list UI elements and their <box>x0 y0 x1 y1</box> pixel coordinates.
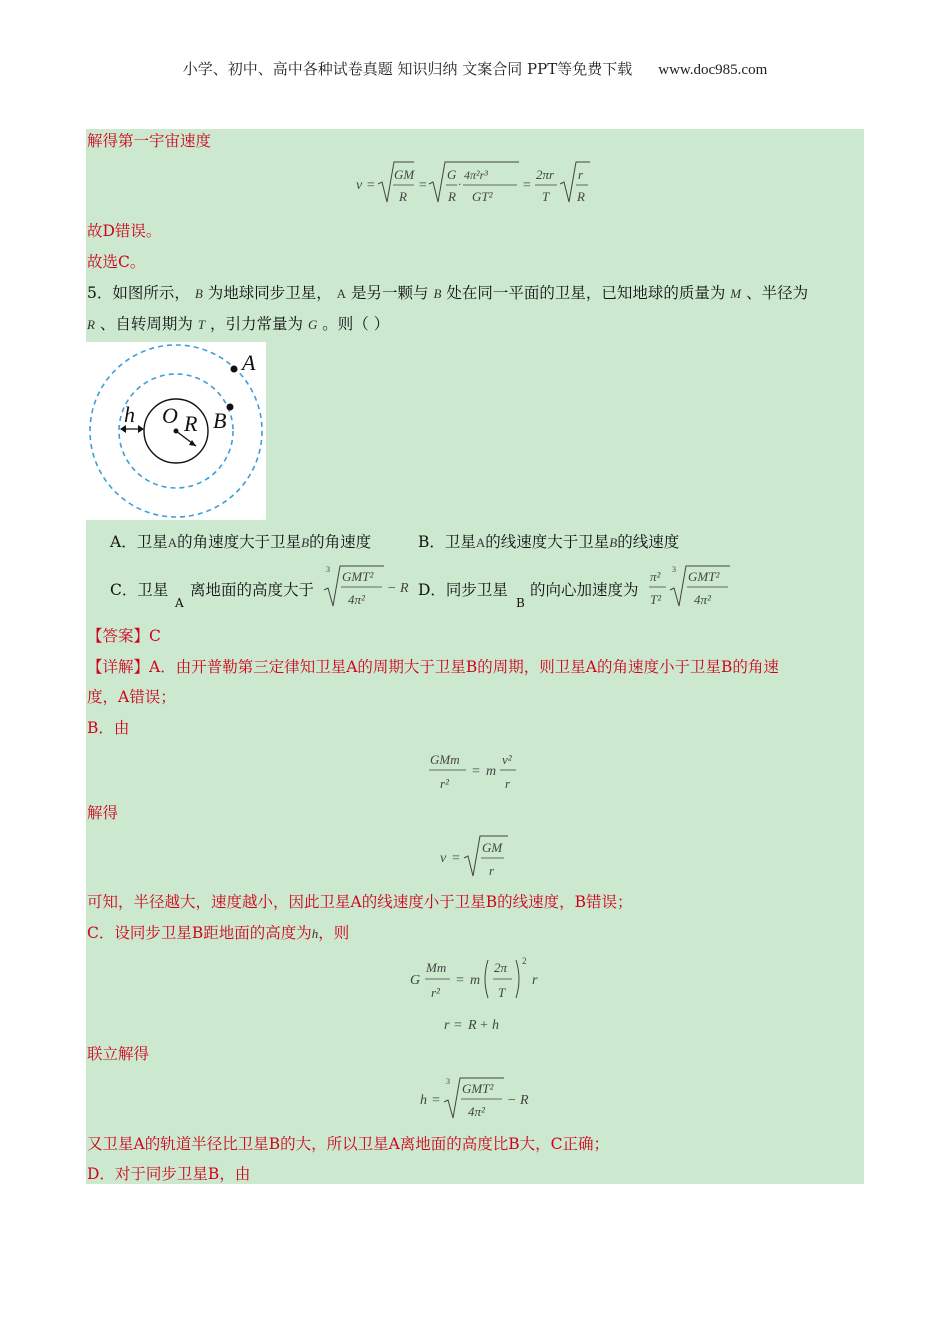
svg-text:=: = <box>452 851 460 866</box>
formula-f5-svg <box>442 1012 512 1036</box>
opt-A-text-3: 的角速度 <box>309 533 372 551</box>
svg-text:GMT²: GMT² <box>688 569 720 584</box>
svg-text:R: R <box>520 1093 529 1108</box>
detail-label: 【详解】 <box>87 658 150 676</box>
h-arrowhead-right <box>138 425 144 433</box>
svg-text:=: = <box>522 178 532 193</box>
detail-A-line-1 <box>87 656 779 678</box>
q-text-1b: 为地球同步卫星， <box>207 284 332 302</box>
svg-text:GM: GM <box>482 840 503 855</box>
detail-C-text-1: C．设同步卫星B距地面的高度为 <box>87 924 312 942</box>
detail-D-line-1: D．对于同步卫星B，由 <box>87 1165 251 1183</box>
formula-f1-svg <box>356 158 596 208</box>
svg-text:−: − <box>388 581 396 596</box>
q-var-T: T <box>197 317 206 332</box>
formula-f6-svg <box>418 1072 538 1122</box>
opt-A-text-2: 的角速度大于卫星 <box>177 533 302 551</box>
svg-text:r: r <box>505 776 511 791</box>
svg-text:=: = <box>454 1018 462 1033</box>
svg-text:R: R <box>400 581 409 596</box>
svg-text:GMT²: GMT² <box>462 1081 494 1096</box>
svg-text:π²: π² <box>650 569 661 584</box>
formula-f2-svg <box>428 745 528 793</box>
svg-text:T²: T² <box>650 592 662 607</box>
svg-text:m: m <box>470 973 481 988</box>
svg-text:2πr: 2πr <box>536 167 555 182</box>
option-C-sub: A <box>175 596 184 610</box>
option-C-formula <box>322 562 418 614</box>
prev-line-1: 解得第一宇宙速度 <box>87 132 212 150</box>
svg-text:3: 3 <box>672 565 676 574</box>
option-B[interactable] <box>418 530 679 552</box>
opt-B-var-A: A <box>475 535 486 550</box>
satellite-A <box>231 366 238 373</box>
question-line-2 <box>87 313 389 336</box>
svg-text:m: m <box>486 764 497 779</box>
svg-text:4π²: 4π² <box>468 1104 485 1119</box>
formula-f3-svg <box>438 832 518 880</box>
opt-B-text-1: B．卫星 <box>418 533 476 551</box>
option-D[interactable] <box>418 578 508 600</box>
svg-text:v: v <box>440 851 447 866</box>
svg-text:2π: 2π <box>494 960 508 975</box>
opt-A-text-1: A．卫星 <box>110 533 168 551</box>
detail-B-line-3: 可知，半径越大，速度越小，因此卫星A的线速度小于卫星B的线速度，B错误； <box>87 893 633 911</box>
q-var-A: A <box>336 286 347 301</box>
opt-C-text-1: C．卫星 <box>110 581 169 599</box>
detail-B-line-2: 解得 <box>87 804 119 822</box>
svg-text:r: r <box>578 167 584 182</box>
option-D-formula <box>648 562 738 614</box>
svg-text:4π²r³: 4π²r³ <box>464 168 488 182</box>
svg-text:=: = <box>418 178 428 193</box>
svg-text:R: R <box>468 1018 477 1033</box>
svg-text:GM: GM <box>394 167 415 182</box>
orbit-diagram <box>86 342 266 520</box>
label-A: A <box>242 350 256 375</box>
svg-text:r: r <box>489 863 495 878</box>
svg-text:GMT²: GMT² <box>342 569 374 584</box>
question-line-1 <box>87 282 808 305</box>
svg-text:GMm: GMm <box>430 752 460 767</box>
formula-r-sum <box>442 1012 512 1040</box>
formula-height <box>418 1072 538 1126</box>
svg-text:=: = <box>456 973 464 988</box>
label-R: R <box>184 411 198 436</box>
label-O: O <box>162 403 178 428</box>
svg-text:4π²: 4π² <box>694 592 711 607</box>
svg-text:v²: v² <box>502 752 512 767</box>
q-text-1c: 是另一颗与 <box>350 284 429 302</box>
svg-text:R: R <box>577 189 585 204</box>
svg-text:v: v <box>356 178 363 193</box>
svg-text:=: = <box>472 764 480 779</box>
svg-text:G: G <box>410 973 421 988</box>
svg-text:=: = <box>432 1093 440 1108</box>
q-var-G: G <box>307 317 318 332</box>
header-site[interactable]: www.doc985.com <box>658 62 768 78</box>
formula-velocity <box>438 832 518 884</box>
answer-line <box>87 625 161 647</box>
q-text-2c: 。则（ ） <box>322 315 390 333</box>
prev-line-2: 故D错误。 <box>87 222 162 240</box>
detail-C-text-1b: ，则 <box>318 924 350 942</box>
detail-C-var-h: h <box>311 926 319 941</box>
formula-gravity-centripetal <box>428 745 528 797</box>
q-text-2a: 、自转周期为 <box>99 315 193 333</box>
svg-text:=: = <box>366 178 376 193</box>
svg-text:T: T <box>498 985 506 1000</box>
opt-A-var-A: A <box>167 535 178 550</box>
svg-text:GT²: GT² <box>472 189 493 204</box>
opt-B-text-3: 的线速度 <box>617 533 680 551</box>
option-A[interactable] <box>110 530 371 552</box>
svg-text:3: 3 <box>446 1077 450 1086</box>
svg-text:r: r <box>532 973 538 988</box>
opt-B-text-2: 的线速度大于卫星 <box>485 533 610 551</box>
svg-text:R: R <box>448 189 456 204</box>
q-var-B-2: B <box>433 286 442 301</box>
label-h: h <box>124 402 135 427</box>
svg-text:−: − <box>508 1093 516 1108</box>
prev-line-3: 故选C。 <box>87 253 146 271</box>
svg-text:r²: r² <box>431 985 440 1000</box>
satellite-B <box>227 404 234 411</box>
q-var-R: R <box>87 317 95 332</box>
detail-B-line-1: B．由 <box>87 719 130 737</box>
option-D-sub: B <box>516 596 525 610</box>
svg-text:h: h <box>420 1093 427 1108</box>
option-C[interactable] <box>110 578 168 600</box>
detail-C-line-1 <box>87 922 349 945</box>
detail-C-line-3: 又卫星A的轨道半径比卫星B的大，所以卫星A离地面的高度比B大，C正确； <box>87 1135 610 1153</box>
answer-label: 【答案】 <box>87 627 150 645</box>
svg-text:2: 2 <box>522 956 527 966</box>
q-text-2b: ，引力常量为 <box>210 315 304 333</box>
header-title: 小学、初中、高中各种试卷真题 知识归纳 文案合同 PPT等免费下载 <box>182 60 633 78</box>
formula-sync-orbit <box>408 952 548 1010</box>
opt-D-svg <box>648 562 738 610</box>
svg-text:R: R <box>399 189 407 204</box>
option-C-text: 离地面的高度大于 <box>190 581 315 599</box>
svg-text:·: · <box>458 177 461 191</box>
svg-text:h: h <box>492 1018 499 1033</box>
q-text-1e: 、半径为 <box>746 284 809 302</box>
svg-text:3: 3 <box>326 565 330 574</box>
q-var-B: B <box>194 286 203 301</box>
svg-text:4π²: 4π² <box>348 592 365 607</box>
opt-D-text-1: D．同步卫星 <box>418 581 508 599</box>
opt-B-var-B: B <box>609 535 618 550</box>
opt-A-var-B: B <box>301 535 310 550</box>
opt-C-svg <box>322 562 418 610</box>
detail-A-text-1: A．由开普勒第三定律知卫星A的周期大于卫星B的周期，则卫星A的角速度小于卫星B的角速 <box>149 658 779 676</box>
svg-text:G: G <box>447 167 457 182</box>
detail-A-line-2: 度，A错误； <box>87 688 176 706</box>
q-text-1d: 处在同一平面的卫星，已知地球的质量为 <box>446 284 726 302</box>
svg-text:Mm: Mm <box>426 960 447 975</box>
svg-text:r²: r² <box>440 776 449 791</box>
option-D-text: 的向心加速度为 <box>530 581 639 599</box>
page-header <box>0 58 950 79</box>
formula-f4-svg <box>408 952 548 1006</box>
q-text-1a: 5．如图所示， <box>87 284 190 302</box>
label-B: B <box>213 408 227 433</box>
detail-C-line-2: 联立解得 <box>87 1045 150 1063</box>
answer-value: C <box>149 627 161 645</box>
svg-text:r: r <box>444 1018 450 1033</box>
svg-text:T: T <box>542 189 550 204</box>
formula-first-cosmic-velocity <box>356 158 596 208</box>
q-var-M: M <box>730 286 742 301</box>
orbit-figure <box>86 342 266 520</box>
svg-text:+: + <box>480 1018 488 1033</box>
